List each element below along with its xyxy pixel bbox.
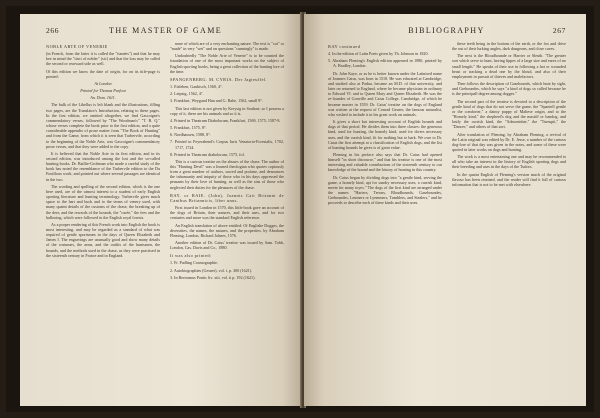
right-columns	[328, 41, 566, 208]
paragraph: NOBLE ARTE OF VENERIE	[46, 44, 108, 49]
paragraph: Undoubtedly "The Noble Arte of Venerie" is to be counted the foundation of one of the most important works on the subject of English sporting books, being a great collection of the hunting lore of the time.	[170, 53, 284, 74]
paragraph: After translation of Fleming, by Abraham Fleming, a revival of the Latin original was edited by Dr. E. Jesse, a number of the curious dog-lore of that day was given in the notes, and some of these were quoted in later works on dogs and hunting.	[452, 131, 566, 152]
paragraph: 4. In the edition of Latin Poets given by Th. Johnson in 1820.	[328, 51, 429, 57]
paragraph: 1. Eisleben, Gaubisch, 1560, 4°.	[170, 84, 223, 90]
paragraph: 7. Printed in Feyerabend's Corpus Iuris Venatorio-Forestalis, 1702, 1717, 1724.	[170, 139, 284, 150]
left-running-head	[46, 26, 284, 35]
paragraph: 5. Frankfurt, 1575, 8°.	[170, 125, 207, 131]
left-column-2	[170, 41, 284, 282]
left-running-title: THE MASTER OF GAME	[109, 26, 223, 35]
paragraph: 2. Autobiographies (Gesner), vol. i. p. 300 (1621).	[170, 267, 253, 273]
paragraph: 3. Frankfurt, Weygand Han and G. Rabe, 1562, small 8°.	[170, 98, 263, 104]
paragraph: Fleming in his preface also says that Dr. Caius had opened himself "in short discourse," and that his treatise is one of the most interesting and valuable contributions of the sixteenth century to our knowledge of the hound and the history of hunting in this country.	[328, 151, 442, 173]
left-page-number: 266	[46, 26, 60, 35]
paragraph: SPANGENBERG. M. CYRIA. Der Jagteuffel.	[170, 76, 267, 82]
paragraph: Of this edition we know the date of origin, for on its title-page is printed:	[46, 68, 160, 79]
paragraph: 1. Fr. Padling Cosmographie.	[170, 260, 218, 266]
paragraph: The work is a most entertaining one and may be recommended to all who take an interest in the history of English sporting dogs and their breeding and uses in the days of the Tudors.	[452, 154, 566, 170]
paragraph: It is believed that the Noble Arte in its first edition, and in its second edition, was introduced among the lost and the so-called hunting books. Dr. Baillie-Grohman who made a careful study of the book has noted the resemblance of the Turbervile edition to the Du Fouilloux work, and pointed out where several passages are identical in the two.	[46, 150, 160, 182]
paragraph: 5. Abraham Fleming's English edition appeared in 1880, printed by A. Bradley, London.	[328, 58, 442, 69]
paragraph: 8. Printed in Theatrum diabolorum, 1575, fol.	[170, 151, 245, 157]
paragraph: RAY, or RAIE. (John), Joannis Caii Britanni de Canibus Britannicis, liber unus.	[170, 192, 284, 203]
paragraph: As a proper rendering of this French work into English the book is most interesting, and may be regarded as a standard of what was required of gentle sportsmen in the days of Queen Elizabeth and James I. The engravings are unusually good and show many details of the costumes, the arms, and the outfits of the huntsmen, the hounds, and the methods used in the chase, as they were practised in the sixteenth century in France and in England.	[46, 221, 160, 258]
paragraph: Another edition of Dr. Caius' treatise was issued by Sam. Tobb, London, Cas. Davis and Co., 1880.	[170, 240, 284, 251]
paragraph: 2. Leipzig, 1562, 4°.	[170, 91, 204, 97]
paragraph: Dr. Caius began by dividing dogs into "a gentle kind, serving the game, a homely kind, apt for sundry necessary uses, a currish kind, meete for many toyes." The dogs of the first kind are arranged under the names "Hariers, Terrars, Bloudhounds, Gasehoundes, Grehoundes, Leuiners or Lyemmers, Tumblers, and Stealers," and he proceeds to describe each of these kinds and their uses.	[328, 174, 442, 206]
paragraph: Then follows the description of Gasehounds, which hunt by sight, and Grehoundes, which he says "a kind of dogs so called because he is the principall degree among dogges."	[452, 81, 566, 97]
right-running-head	[328, 26, 566, 35]
paragraph: This last edition is not given by Kreysig in Souhart; so I possess a copy of it, these are his animals and so it is.	[170, 105, 284, 116]
right-running-title: BIBLIOGRAPHY	[408, 26, 485, 35]
paragraph: It was also printed:	[170, 253, 212, 259]
paragraph: This is a curious treatise on the abuses of the chase. The author of this "Hunting Devil" was a learned theologian who quotes copiously from a great number of authors, sacred and profane, and denounces the inhumanity and iniquity of those who in his days oppressed the peasants by their love of hunting, as well as the sins of those who neglected their duties for the pleasures of the chase.	[170, 158, 284, 190]
paragraph: At London	[94, 80, 112, 86]
paragraph: In the quaint English of Fleming's version much of the original flavour has been retained, and the reader will find it full of curious information that is not to be met with elsewhere.	[452, 171, 566, 187]
paragraph: The wording and spelling of the second edition, which is the one here used, are of the utmost interest to a student of early English sporting literature and hunting terminology. Turbervile gives much space to the hart and buck and to the terms of venery used, with many quaint details of the customs of the chase, the breaking up of the deer, and the rewards of the hounds, the "curée," the fees and the hallooing, which were followed in the English royal forests.	[46, 183, 160, 220]
paragraph: RAY continued	[328, 44, 361, 49]
paragraph: It gives a short but interesting account of English hounds and dogs of that period. He divides them into three classes: the generous kind, used for hunting, the homely kind, used for divers necessary uses, and the currish kind, fit for nothing but to bark. We owe to Dr. Caius the first attempt at a classification of English dogs, and the list of hunting hounds he gives is of great value.	[328, 119, 442, 150]
paragraph: these teeth being in the bottom of the earth, or the fox and drive the out of their lurking angles, dark dungeons, and close caves.	[452, 41, 566, 52]
left-column-1	[46, 41, 160, 282]
paragraph: The second part of the treatise is devoted to a description of the gentle kind of dogs that do not serve the game, the "Spaniell gentle or the comforter," a dainty puppy of Maltese origin, and to the "Homely kind," the shepherd's dog and the mastiff or bandog, and lastly the currish kind, the "Admonisher," the "Turnspit," the "Dancer," and others of that sort.	[452, 98, 566, 130]
paragraph: (in French, from the latter it is called the "fumées") and that he may kee in mind the "tinct of nobler" (sic) and that the loss may be called the second or rearward side as well.	[46, 51, 160, 67]
paragraph: 3. In Bertramus Pontic liv. xiii, vol. ii p. 192 (1621).	[170, 274, 256, 280]
left-page	[20, 14, 302, 406]
book-spread	[6, 6, 594, 412]
paragraph: First issued in London in 1570, this little book gave an account of the dogs of Britain, their natures, and their uses, and for two centuries and more was the standard English reference.	[170, 205, 284, 221]
paragraph: 6. Nordhausen, 1588, 8°.	[170, 132, 211, 138]
left-columns	[46, 41, 284, 282]
right-page	[304, 14, 586, 406]
paragraph: none of which are of a very enchanting nature. The text is "cut" or "made" in very "wet" and on questions "cunningly" is made.	[170, 41, 284, 52]
paragraph: Dr. John Kaye, or as he is better known under the Latinised name of Joannes Caius, was born in 1510. He was educated at Cambridge, and studied also at Padua, became an M.D. of that university, and later on returned to England, where he became physician in ordinary to Edward VI. and to Queen Mary and Queen Elizabeth. He was the re-founder of Gonville and Caius College, Cambridge, of which he became master in 1559. Dr. Caius' treatise on the dogs of England was written at the request of Conrad Gesner, the famous naturalist, who wished to include it in his great work on animals.	[328, 70, 442, 117]
paragraph: An. Dom. 1611.	[90, 95, 116, 101]
paragraph: Printed for Thomas Purfoot	[80, 88, 126, 94]
right-page-number: 267	[552, 26, 566, 35]
paragraph: The next is the Bloudhounde or Harrier or Sleuth. "The greater sort which serve to hunt, having lippes of a large size and eares of no small length." He speaks of their use in following a hot or wounded beast or tracking a dead one by the bloud, and also of their employment in pursuit of thieves and malefactors.	[452, 53, 566, 79]
right-column-2	[452, 41, 566, 208]
right-column-1	[328, 41, 442, 208]
paragraph: The bulk of the Libellus is left blank and the illustrations, filling two pages, are the Translator's Introduction, relating to these pages. In the first edition, we omitted altogether, we find Gascoigne's commendatory verses, followed by "The Woodman's" "T. B. Q." whose verses complete the book prior to the first edition, and a quite considerable appendix of prose matter from "The Book of Hunting" and from the Game, from which it is seen that Turbervile, according to the beginning of the Noble Arte, was Gascoigne's commendatory prose verses, and that they were added to the copy.	[46, 102, 160, 149]
paragraph: An English translation of above entitled: Of Englishe Dogges, the diversities, the names, the natures, and the properties, by Abraham Fleming, London, Richard Johnes, 1576.	[170, 222, 284, 238]
paragraph: 4. Printed in Theatrum Diabolorum, Frankfurt, 1569, 1575, 1587-8.	[170, 117, 281, 123]
